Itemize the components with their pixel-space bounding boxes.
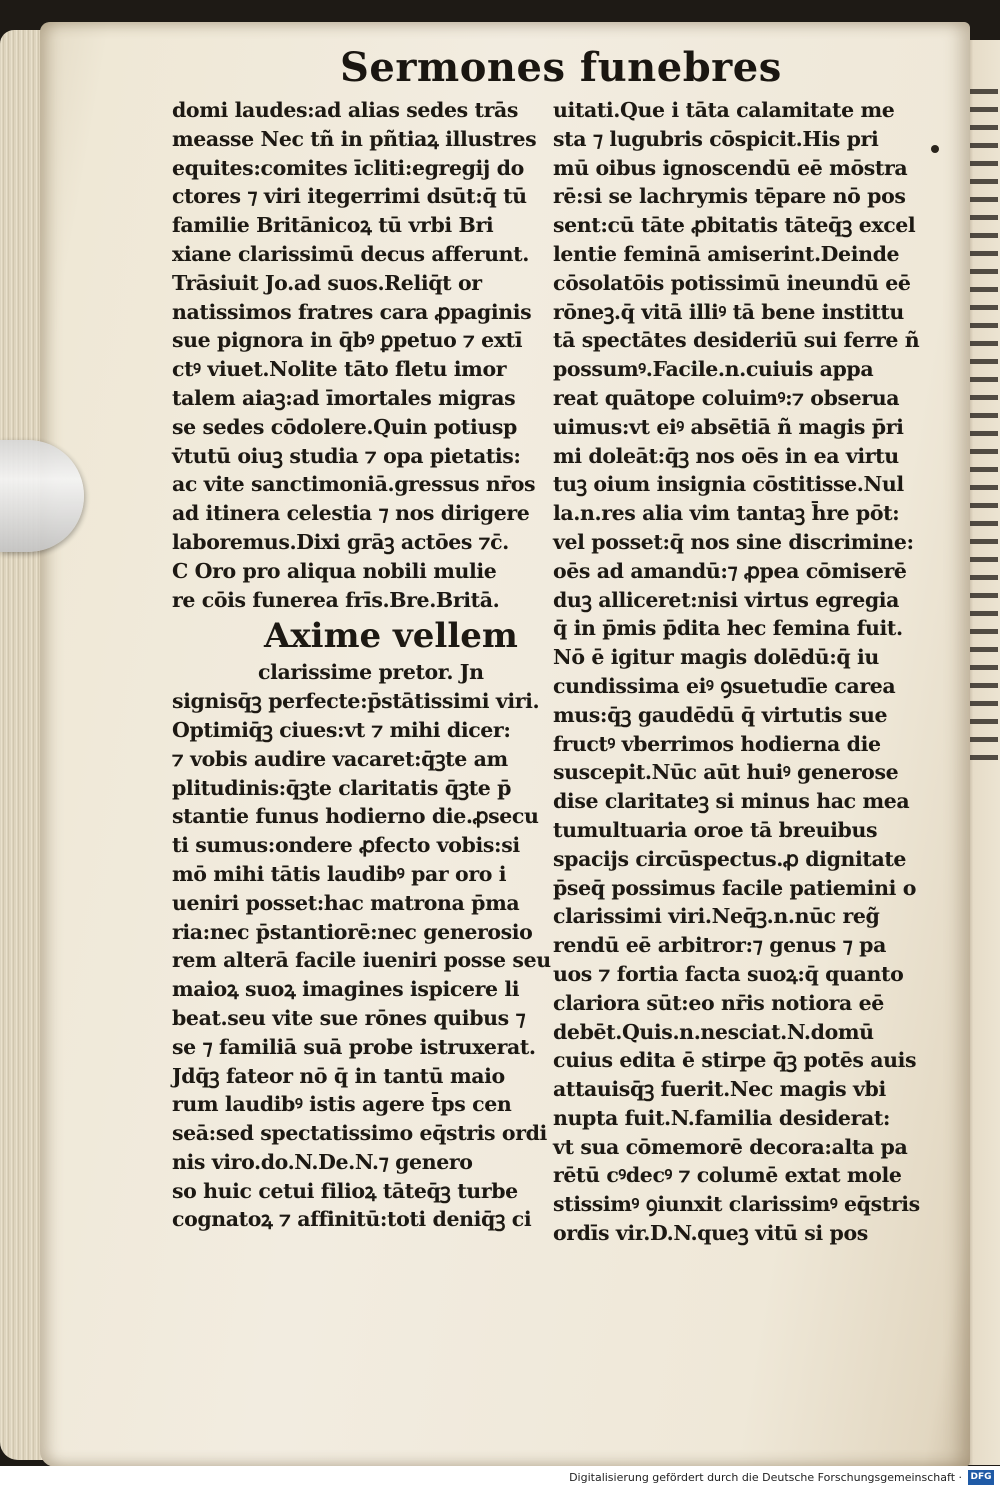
running-header: Sermones funebres bbox=[340, 44, 782, 91]
text-line: sue pignora in q̄bꝰ ꝑpetuo ⁊ extī bbox=[172, 328, 523, 353]
text-line: sta ⁊ lugubris cōspicit.His pri bbox=[553, 126, 879, 151]
text-line: q̄ in p̄mis p̄dita hec femina fuit. bbox=[553, 616, 903, 641]
text-line: lentie feminā amiserint.Deinde bbox=[553, 241, 900, 266]
text-line: maioꝝ suoꝝ imagines ispicere li bbox=[172, 977, 520, 1002]
text-line: so huic cetui filioꝝ tāteq̄ꝫ turbe bbox=[172, 1178, 518, 1203]
text-line: ti sumus:ondere ꝓfecto vobis:si bbox=[172, 833, 520, 858]
text-line: vel posset:q̄ nos sine discrimine: bbox=[553, 529, 914, 554]
text-line: laboremus.Dixi grāꝫ actōes ⁊c̄. bbox=[172, 529, 509, 554]
text-line: mi doleāt:q̄ꝫ nos oēs in ea virtu bbox=[553, 443, 899, 468]
text-line: Optimiq̄ꝫ ciues:vt ⁊ mihi dicer: bbox=[172, 717, 511, 742]
text-line: clarissime pretor. Jn bbox=[258, 660, 484, 685]
text-line: debēt.Quis.n.nesciat.N.domū bbox=[553, 1019, 874, 1044]
text-line: rētū cꝰdecꝰ ⁊ columē extat mole bbox=[553, 1163, 902, 1188]
text-line: cuius edita ē stirpe q̄ꝫ potēs auis bbox=[553, 1048, 917, 1073]
dfg-logo: DFG bbox=[968, 1470, 994, 1485]
text-line: cundissima eiꝰ ꝯsuetudīe carea bbox=[553, 673, 896, 698]
text-line: stantie funus hodierno die.ꝓsecu bbox=[172, 804, 539, 829]
text-line: beat.seu vite sue rōnes quibus ⁊ bbox=[172, 1005, 526, 1030]
text-line: possumꝰ.Facile.n.cuiuis appa bbox=[553, 357, 874, 382]
text-line: re cōis funerea frīs.Bre.Britā. bbox=[172, 587, 500, 612]
text-line: ria:nec p̄stantiorē:nec generosio bbox=[172, 919, 533, 944]
text-line: rōneꝫ.q̄ vitā illiꝰ tā bene instittu bbox=[553, 299, 904, 324]
text-line: p̄seq̄ possimus facile patiemini o bbox=[553, 875, 916, 900]
text-line: natissimos fratres cara ꝓpaginis bbox=[172, 299, 532, 324]
text-line: equites:comites īcliti:egregij do bbox=[172, 155, 524, 180]
text-line: v̄tutū oiuꝫ studia ⁊ opa pietatis: bbox=[172, 443, 521, 468]
text-line: spacijs circūspectus.ꝓ dignitate bbox=[553, 846, 907, 871]
text-line: talem aiaꝫ:ad īmortales migras bbox=[172, 385, 516, 410]
right-text-column bbox=[553, 96, 923, 1248]
text-line: nupta fuit.N.familia desiderat: bbox=[553, 1105, 891, 1130]
text-line: vt sua cōmemorē decora:alta pa bbox=[553, 1134, 908, 1159]
text-line: nis viro.do.N.De.N.⁊ genero bbox=[172, 1149, 473, 1174]
text-line: tā spectātes desideriū sui ferre ñ bbox=[553, 328, 920, 353]
funding-credit: Digitalisierung gefördert durch die Deutsche Forschungsgemeinschaft · bbox=[569, 1471, 962, 1484]
text-line: stissimꝰ ꝯiunxit clarissimꝰ eq̄stris bbox=[553, 1192, 920, 1217]
text-line: la.n.res alia vim tantaꝫ h̄re pōt: bbox=[553, 501, 900, 526]
ink-spot bbox=[931, 145, 939, 153]
text-line: ⁊ vobis audire vacaret:q̄ꝫte am bbox=[172, 746, 508, 771]
text-line: duꝫ alliceret:nisi virtus egregia bbox=[553, 587, 900, 612]
text-line: se ⁊ familiā suā probe istruxerat. bbox=[172, 1034, 536, 1059]
text-line: fructꝰ vberrimos hodierna die bbox=[553, 731, 881, 756]
text-line: uitati.Que i tāta calamitate me bbox=[553, 98, 895, 122]
text-line: ctores ⁊ viri itegerrimi dsūt:q̄ tū bbox=[172, 184, 527, 209]
text-line: familie Britānicoꝝ tū vrbi Bri bbox=[172, 213, 494, 238]
text-line: rendū eē arbitror:⁊ genus ⁊ pa bbox=[553, 933, 886, 958]
text-line: rē:si se lachrymis tēpare nō pos bbox=[553, 184, 906, 209]
text-line: sent:cū tāte ꝓbitatis tāteq̄ꝫ excel bbox=[553, 213, 916, 238]
text-line: ordīs vir.D.N.queꝫ vitū si pos bbox=[553, 1221, 868, 1246]
text-line: Jdq̄ꝫ fateor nō q̄ in tantū maio bbox=[172, 1063, 505, 1088]
text-line: rem alterā facile iueniri posse seu bbox=[172, 948, 551, 973]
text-line: clariora sūt:eo nr̄is notiora eē bbox=[553, 990, 884, 1015]
text-line: C Oro pro aliqua nobili mulie bbox=[172, 558, 497, 583]
text-line: ac vite sanctimoniā.gressus nr̄os bbox=[172, 472, 536, 497]
text-line: dise claritateꝫ si minus hac mea bbox=[553, 789, 910, 814]
text-line: tumultuaria oroe tā breuibus bbox=[553, 817, 878, 842]
left-text-column bbox=[172, 96, 551, 1234]
text-line: signisq̄ꝫ perfecte:p̄stātissimi viri. bbox=[172, 689, 540, 714]
text-line: measse Nec tñ in pñtiaꝝ illustres bbox=[172, 126, 537, 151]
text-line: plitudinis:q̄ꝫte claritatis q̄ꝫte p̄ bbox=[172, 775, 512, 800]
text-line: Nō ē igitur magis dolēdū:q̄ iu bbox=[553, 645, 879, 670]
text-line: clarissimi viri.Neq̄ꝫ.n.nūc reg̃ bbox=[553, 904, 880, 929]
text-line: attauisq̄ꝫ fuerit.Nec magis vbi bbox=[553, 1077, 886, 1102]
text-line: ad itinera celestia ⁊ nos dirigere bbox=[172, 501, 530, 526]
text-line: uos ⁊ fortia facta suoꝝ:q̄ quanto bbox=[553, 961, 904, 986]
text-line: cōsolatōis potissimū ineundū eē bbox=[553, 270, 911, 295]
text-line: oēs ad amandū:⁊ ꝓpea cōmiserē bbox=[553, 558, 907, 583]
section-heading: Axime vellem bbox=[264, 616, 518, 657]
text-line: ueniri posset:hac matrona p̄ma bbox=[172, 890, 520, 915]
text-line: xiane clarissimū decus afferunt. bbox=[172, 241, 529, 266]
text-line: uimus:vt eiꝰ absētiā ñ magis p̄ri bbox=[553, 414, 904, 439]
footer-bar bbox=[0, 1466, 1000, 1489]
text-line: cognatoꝝ ⁊ affinitū:toti deniq̄ꝫ ci bbox=[172, 1207, 532, 1232]
text-line: ctꝰ viuet.Nolite tāto fletu imor bbox=[172, 357, 507, 382]
text-line: rum laudibꝰ istis agere t̄ps cen bbox=[172, 1092, 512, 1117]
text-line: mus:q̄ꝫ gaudēdū q̄ virtutis sue bbox=[553, 702, 888, 727]
text-line: mō mihi tātis laudibꝰ par oro i bbox=[172, 861, 507, 886]
text-line: se sedes cōdolere.Quin potiusp bbox=[172, 414, 517, 439]
text-line: reat quātope coluimꝰ:⁊ obserua bbox=[553, 385, 900, 410]
text-line: mū oibus ignoscendū eē mōstra bbox=[553, 155, 908, 180]
text-line: Trāsiuit Jo.ad suos.Reliq̄t or bbox=[172, 270, 482, 295]
facing-page-text-bleed bbox=[970, 80, 998, 760]
text-line: seā:sed spectatissimo eq̄stris ordi bbox=[172, 1121, 547, 1146]
text-line: domi laudes:ad alias sedes trās bbox=[172, 98, 518, 122]
text-line: tuꝫ oium insignia cōstitisse.Nul bbox=[553, 472, 904, 497]
text-line: suscepit.Nūc aūt huiꝰ generose bbox=[553, 760, 899, 785]
